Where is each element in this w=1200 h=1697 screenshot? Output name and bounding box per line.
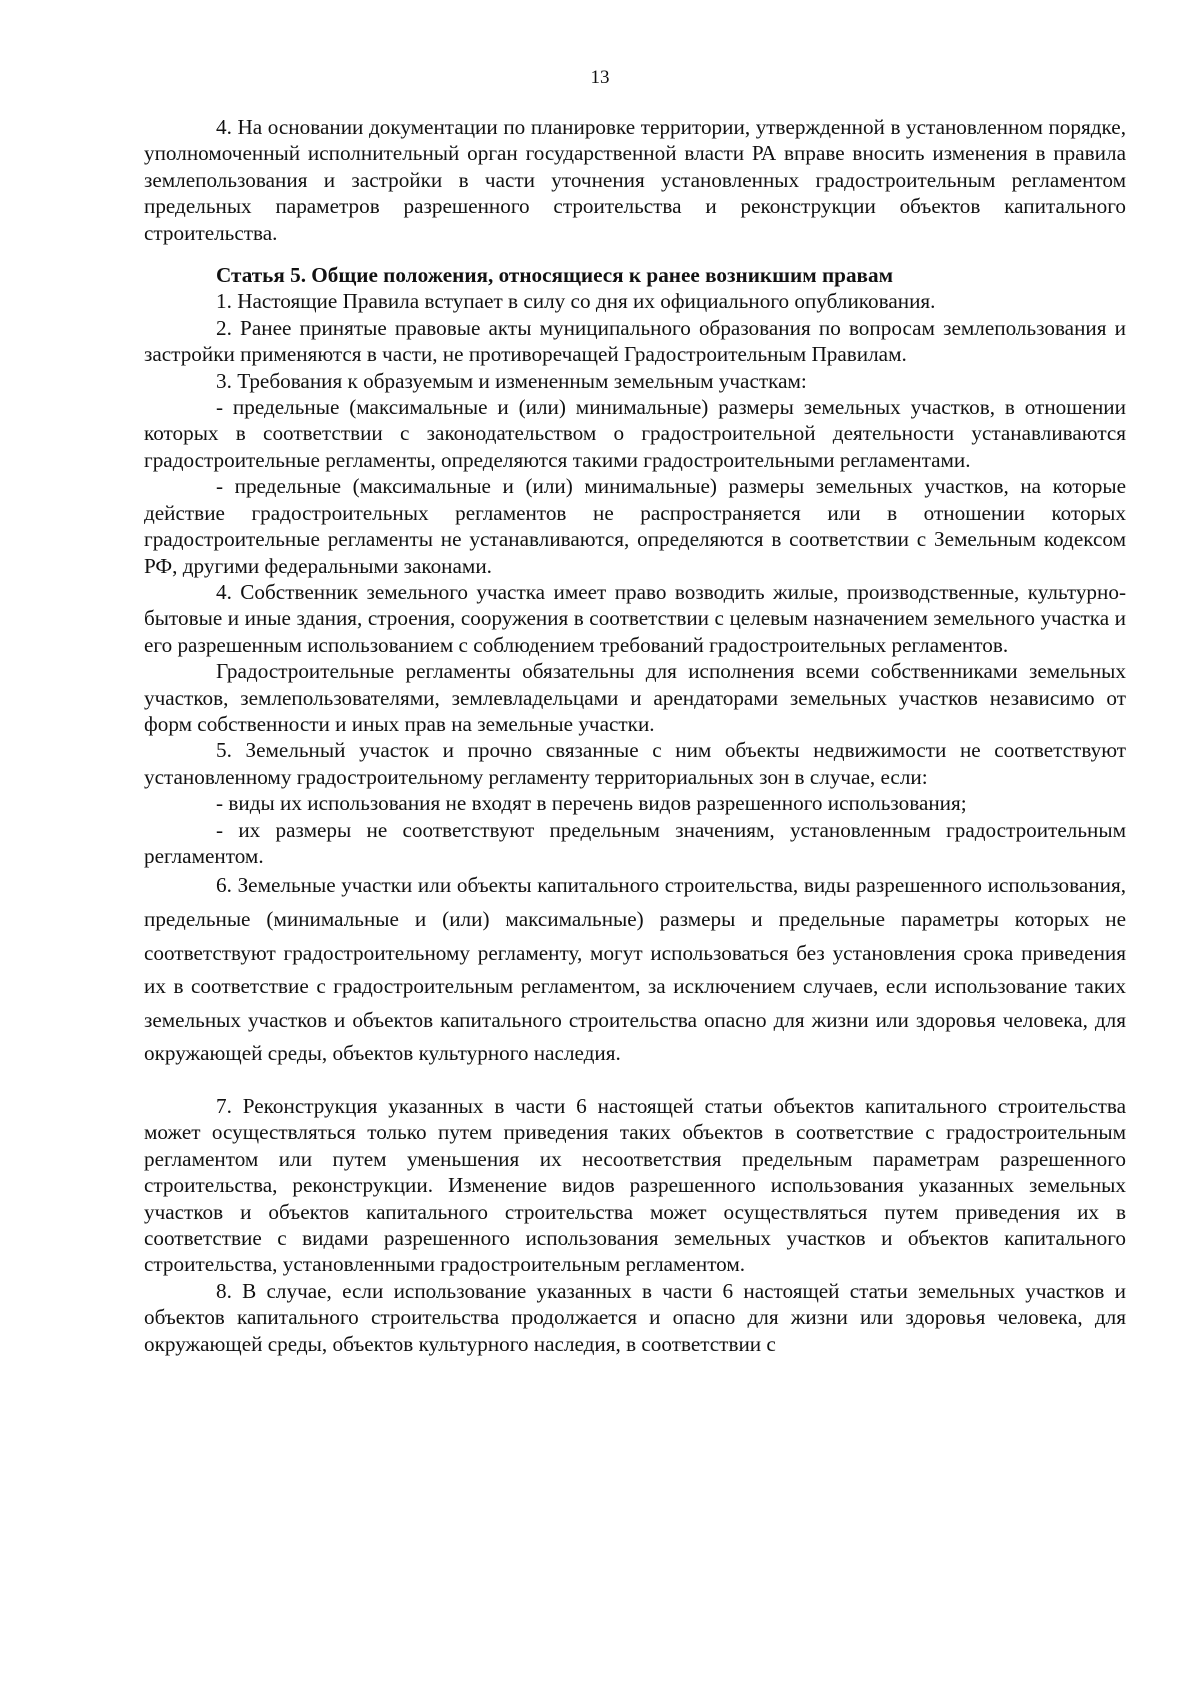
paragraph-5-3: 3. Требования к образуемым и измененным земельным участкам: (216, 368, 807, 393)
paragraph-5-1: 1. Настоящие Правила вступает в силу со дня их официального опубликования. (216, 289, 936, 314)
paragraph-5-3-item-b: - предельные (максимальные и (или) минимальные) размеры земельных участков, на которые действие градостроительных регламентов не распространяется или в отношении которых градостроительные регламенты не устанавливаются, определяются в соответствии с Земельным кодексом РФ, другими федеральными законами. (144, 474, 1126, 578)
page-number: 13 (590, 67, 610, 88)
paragraph-5-4: 4. Собственник земельного участка имеет право возводить жилые, производственные, культурно-бытовые и иные здания, строения, сооружения в соответствии с целевым назначением земельного участка и его разрешенным использованием с соблюдением требований градостроительных регламентов. (144, 579, 1126, 657)
paragraph-5-3-item-a: - предельные (максимальные и (или) минимальные) размеры земельных участков, в отношении которых в соответствии с законодательством о градостроительной деятельности устанавливаются градостроительные регламенты, определяются такими градостроительными регламентами. (144, 395, 1126, 472)
paragraph-5-6: 6. Земельные участки или объекты капитального строительства, виды разрешенного использования, предельные (минимальные и (или) максимальные) размеры и предельные параметры которых не соответствуют градостроительному регламенту, могут использоваться без установления срока приведения их в соответствие с градостроительным регламентом, за исключением случаев, если использование таких земельных участков и объектов капитального строительства опасно для жизни или здоровья человека, для окружающей среды, объектов культурного наследия. (144, 873, 1126, 1066)
paragraph-5-5-item-b: - их размеры не соответствуют предельным значениям, установленным градостроительным регламентом. (144, 817, 1126, 868)
paragraph-5-5: 5. Земельный участок и прочно связанные с ним объекты недвижимости не соответствуют установленному градостроительному регламенту территориальных зон в случае, если: (144, 738, 1126, 789)
paragraph-5-8: 8. В случае, если использование указанных в части 6 настоящей статьи земельных участков и объектов капитального строительства продолжается и опасно для жизни или здоровья человека, для окружающей среды, объектов культурного наследия, в соответствии с (144, 1278, 1126, 1356)
page-content (144, 114, 1126, 1357)
paragraph-gap (144, 1071, 1126, 1093)
article-5-title: Статья 5. Общие положения, относящиеся к ранее возникшим правам (216, 263, 894, 288)
paragraph-4-planning: 4. На основании документации по планировке территории, утвержденной в установленном порядке, уполномоченный исполнительный орган государственной власти РА вправе вносить изменения в правила землепользования и застройки в части уточнения установленных градостроительным регламентом предельных параметров разрешенного строительства и реконструкции объектов капитального строительства. (144, 115, 1126, 245)
paragraph-5-7: 7. Реконструкция указанных в части 6 настоящей статьи объектов капитального строительства может осуществляться только путем приведения таких объектов в соответствие с градостроительным регламентом или путем уменьшения их несоответствия предельным параметрам разрешенного строительства, реконструкции. Изменение видов разрешенного использования указанных земельных участков и объектов капитального строительства может осуществляться путем приведения их в соответствие с видами разрешенного использования земельных участков и объектов капитального строительства, установленными градостроительным регламентом. (144, 1093, 1126, 1277)
paragraph-5-2: 2. Ранее принятые правовые акты муниципального образования по вопросам землепользования и застройки применяются в части, не противоречащей Градостроительным Правилам. (144, 315, 1126, 367)
paragraph-5-4-regulations: Градостроительные регламенты обязательны для исполнения всеми собственниками земельных участков, землепользователями, землевладельцами и арендаторами земельных участков независимо от форм собственности и иных прав на земельные участки. (144, 659, 1126, 736)
paragraph-5-5-item-a: - виды их использования не входят в перечень видов разрешенного использования; (216, 791, 967, 816)
